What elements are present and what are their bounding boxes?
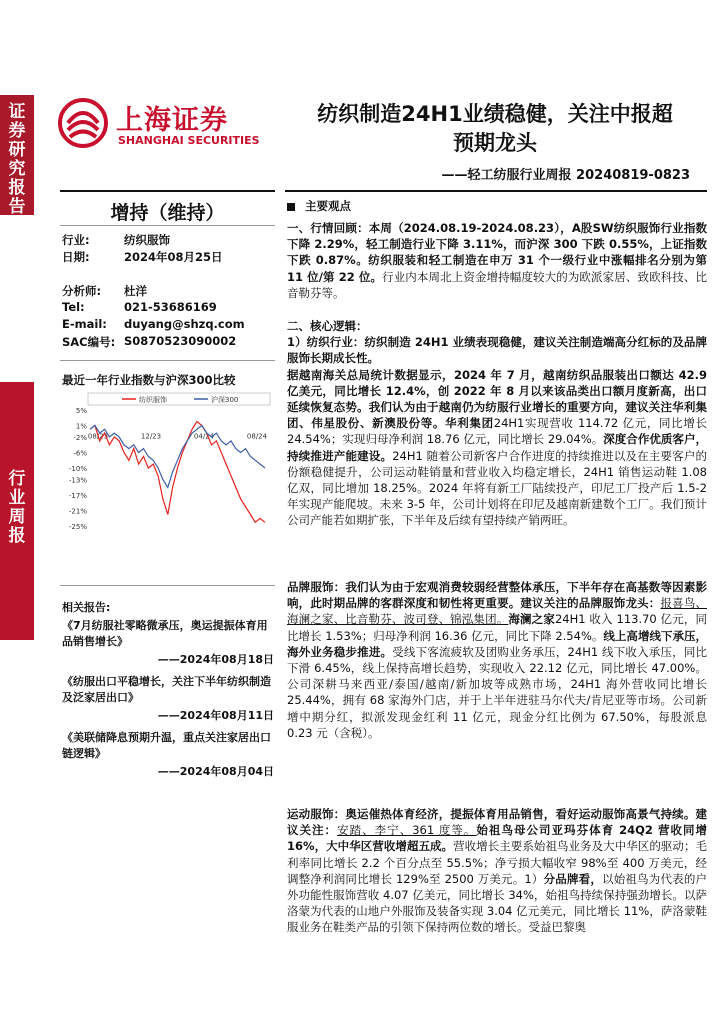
y-tick-label: -6% (73, 449, 87, 458)
brand-list: 报喜鸟、海澜之家、比音勒芬、波司登、锦泓集团。 (287, 596, 707, 627)
sidebar-report-type (0, 95, 34, 215)
title-line-2: 预期龙头 (453, 131, 537, 155)
y-tick-label: 5% (75, 406, 87, 415)
review-bold: 本周（2024.08.19-2024.08.23），A股SW纺织服饰行业指数下降 2.29%，轻工制造行业下降 3.11%，而沪深 300 下跌 0.55%，上证指数下跌 0.87%。纺织服装和轻工制造在申万 31 个一级行业中涨幅排名分别为第 11 位/第 22 位。 (287, 221, 707, 284)
divider (60, 190, 275, 192)
report-date: ——2024年08月18日 (157, 653, 274, 666)
report-date: ——2024年08月04日 (157, 765, 274, 778)
sidebar-mid-label: 行业周报 (8, 469, 26, 546)
sport-bold-3: 分品牌看， (543, 871, 603, 886)
sport-bold: 运动服饰：奥运催热体育经济，提振体育用品销售，看好运动服饰高景气持续。建议关注： (287, 807, 707, 838)
chart-title: 最近一年行业指数与沪深300比较 (62, 373, 236, 387)
meta-value: 2024年08月25日 (124, 250, 223, 264)
brand-text-1: 24H1 收入 113.70 亿元，同比增长 1.53%；归母净利润 16.36 亿元，同比下降 2.54%。 (287, 612, 707, 643)
sidebar-top-label: 证券研究报告 (8, 102, 26, 217)
textile-point: 1）纺织行业：纺织制造 24H1 业绩表现稳健，建议关注制造端高分红标的及品牌服饰长期成长性。 (287, 335, 707, 366)
related-reports (62, 600, 274, 786)
market-review (287, 220, 707, 301)
index-comparison-chart (60, 392, 275, 542)
sidebar-category (0, 382, 34, 640)
x-tick-label: 04/24 (193, 432, 215, 441)
report-title[interactable]: 《纺服出口平稳增长，关注下半年纺织制造及泛家居出口》 (62, 675, 271, 704)
section-heading: 主要观点 (305, 199, 351, 213)
divider (285, 190, 707, 192)
meta-label: 分析师: (62, 284, 102, 298)
logo-text-en: SHANGHAI SECURITIES (118, 134, 260, 147)
review-rest: 行业内本周北上资金增持幅度较大的为欧派家居、致欧科技、比音勒芬等。 (287, 269, 708, 300)
meta-label: 日期: (62, 250, 90, 264)
brand-logo (58, 98, 258, 150)
divider (60, 360, 275, 361)
title-line-1: 纺织制造24H1业绩稳健，关注中报超 (317, 102, 673, 126)
textile-vietnam-bold: 据越南海关总局统计数据显示，2024 年 7 月，越南纺织品服装出口额达 42.9 亿美元，同比增长 12.4%，创 2022 年 8 月以来该品类出口额月度新高，出口延续恢复态势。我们认为由于越南仍为纺服行业增长的重要方向，建议关注华利集团、伟星股份、新澳股份等。华利集团 (287, 367, 707, 431)
meta-label: Tel: (62, 300, 85, 314)
related-reports-heading: 相关报告: (62, 601, 111, 614)
x-tick-label: 08/24 (246, 432, 268, 441)
brand-highlight: 海澜之家 (508, 612, 555, 627)
meta-value: 纺织服饰 (124, 233, 170, 247)
meta-value: 杜洋 (124, 284, 147, 298)
logo-emblem-icon (58, 98, 108, 148)
report-date: ——2024年08月11日 (157, 709, 274, 722)
legend-label: 沪深300 (211, 396, 239, 404)
sidebar (0, 0, 34, 1024)
meta-label: E-mail: (62, 317, 107, 331)
logic-title: 二、核心逻辑： (287, 319, 368, 333)
logo-text-cn: 上海证券 (116, 105, 228, 136)
sport-text-3: 以始祖鸟为代表的户外功能性服饰营收 4.07 亿美元，同比增长 34%，始祖鸟持续保持强劲增长。以萨洛蒙为代表的山地户外服饰及装备实现 3.04 亿元美元，同比增长 11%，萨洛蒙鞋服业务在鞋类产品的引领下保持两位数的增长。受益巴黎奥 (287, 871, 708, 935)
report-title[interactable]: 《美联储降息预期升温，重点关注家居出口链逻辑》 (62, 731, 271, 760)
y-tick-label: -17% (68, 492, 87, 501)
x-tick-label: 08/23 (87, 432, 109, 441)
page-title (285, 100, 705, 158)
section-heading-main-points (287, 198, 707, 214)
y-tick-label: 1% (75, 422, 87, 431)
meta-email-link[interactable]: duyang@shzq.com (124, 317, 245, 331)
sport-list: 安踏、李宁、361 度等。 (337, 823, 477, 838)
brand-apparel (287, 579, 707, 741)
meta-label: SAC编号: (62, 335, 116, 349)
sport-bold-2: 始祖鸟母公司亚玛芬体育 24Q2 营收同增 16%，大中华区营收增超五成。 (287, 823, 708, 854)
brand-bold: 品牌服饰：我们认为由于宏观消费较弱经营整体承压，下半年存在高基数等因素影响，此时期品牌的客群深度和韧性将更重要。建议关注的品牌服饰龙头： (287, 580, 707, 611)
meta-value: 021-53686169 (124, 300, 217, 314)
x-tick-label: 12/23 (140, 432, 162, 441)
series-line-hs300 (87, 425, 265, 487)
report-title[interactable]: 《7月纺服社零略微承压，奥运提振体育用品销售增长》 (62, 619, 268, 648)
y-tick-label: -25% (68, 523, 87, 532)
divider (60, 225, 275, 226)
y-tick-label: -21% (68, 507, 87, 516)
series-line-textile (87, 422, 265, 523)
y-tick-label: -10% (68, 465, 87, 473)
textile-huali-data: 24H1实现营收 114.72 亿元，同比增长 24.54%；实现归母净利润 18.76 亿元，同比增长 29.04%。 (287, 416, 707, 447)
legend-label: 纺织服饰 (139, 396, 167, 404)
sports-apparel (287, 806, 707, 936)
core-logic (287, 318, 707, 529)
brand-text-2: 受线下客流疲软及团购业务承压，24H1 线下收入承压，同比下滑 6.45%，线上保持高增长趋势，实现收入 22.12 亿元，同比增长 47.00%。公司深耕马来西亚/泰国/越南/新加坡等成熟市场，24H1 海外营收同比增长 25.44%，拥有 68 家海外门店，并于上半年进驻马尔代夫/肯尼亚等市场。公司新增中期分红，拟派发现金红利 11 亿元，现金分红比例为 67.50%，每股派息 0.23 元（含税）。 (287, 644, 708, 740)
meta-value: S0870523090002 (124, 334, 237, 348)
sport-text-2: 营收增长主要系始祖鸟业务及大中华区的驱动；毛利率同比增长 2.2 个百分点至 55.5%；净亏损大幅收窄 98%至 400 万美元，经调整净利润同比增长 129%至 2500 万美元。1） (287, 839, 707, 886)
divider (60, 585, 275, 586)
y-tick-label: -13% (68, 476, 87, 485)
page-subtitle: ——轻工纺服行业周报 20240819-0823 (441, 168, 690, 183)
textile-huali-rest: 24H1 随着公司新客户合作进度的持续推进以及在主要客户的份额稳健提升，公司运动鞋销量和营业收入均稳定增长，24H1 销售运动鞋 1.08 亿双，同比增加 18.25%。2024 年将有新工厂陆续投产，印尼工厂投产后 1.5-2 年实现产能爬坡。未来 3-5 年，公司计划将在印尼及越南新建数个工厂。我们预计公司产能若如期扩张，下半年及后续有望持续产销两旺。 (287, 448, 708, 528)
y-tick-label: -2% (73, 434, 87, 442)
meta-label: 行业: (62, 233, 90, 247)
bullet-square-icon (287, 203, 295, 211)
brand-bold-2: 线上高增线下承压，海外业务稳步推进。 (287, 628, 708, 659)
review-title: 一、行情回顾： (287, 221, 369, 235)
rating: 增持（维持） (110, 202, 225, 224)
textile-huali-bold: 深度合作优质客户，持续推进产能建设。 (287, 432, 707, 463)
legend-box (88, 393, 270, 405)
